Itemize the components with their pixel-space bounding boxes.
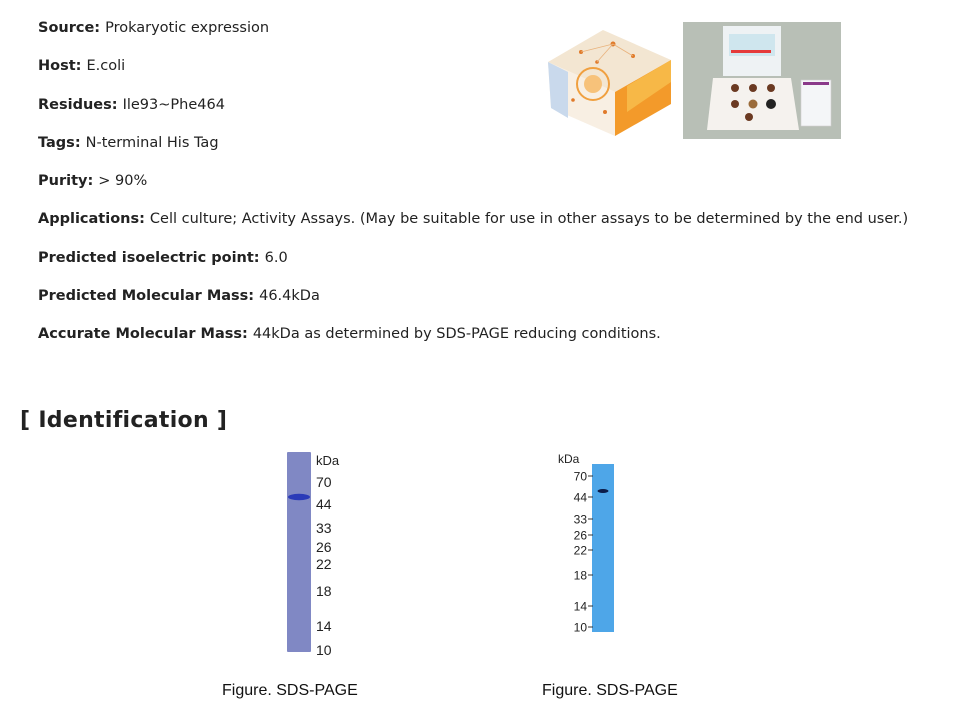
spec-value: Cell culture; Activity Assays. (May be suitable for use in other assays to be determined by the end user.) [149, 211, 909, 228]
spec-purity [38, 170, 938, 208]
spec-value: 46.4kDa [259, 288, 320, 305]
marker-label-14: 14 [573, 599, 587, 614]
spec-predicted-mass [38, 285, 938, 323]
marker-label-70: 70 [316, 474, 332, 491]
spec-applications [38, 208, 938, 246]
spec-label: Predicted isoelectric point: [38, 249, 260, 266]
marker-label-10: 10 [573, 620, 587, 635]
protein-band [288, 494, 310, 500]
marker-label-44: 44 [316, 496, 332, 513]
unit-label: kDa [558, 452, 580, 466]
unit-label: kDa [316, 453, 340, 468]
marker-label-70: 70 [573, 469, 587, 484]
figure-caption: Figure. SDS-PAGE [542, 682, 678, 699]
spec-label: Tags: [38, 134, 81, 151]
marker-label-33: 33 [573, 512, 587, 527]
kit-box-image [543, 22, 675, 140]
gel-image-coomassie [245, 447, 360, 662]
marker-label-22: 22 [573, 543, 587, 558]
section-heading: [ Identification ] [20, 408, 228, 433]
protein-band [598, 489, 609, 493]
marker-label-14: 14 [316, 618, 332, 635]
spec-value: > 90% [98, 173, 148, 190]
spec-value: 44kDa as determined by SDS-PAGE reducing conditions. [252, 326, 661, 343]
marker-label-44: 44 [573, 490, 587, 505]
marker-label-33: 33 [316, 520, 332, 537]
spec-accurate-mass [38, 323, 938, 361]
spec-value: N-terminal His Tag [85, 134, 219, 151]
spec-value: Prokaryotic expression [105, 20, 270, 36]
spec-label: Predicted Molecular Mass: [38, 288, 255, 305]
spec-label: Host: [38, 58, 82, 75]
spec-label: Applications: [38, 211, 145, 228]
spec-value: Ile93~Phe464 [122, 96, 225, 113]
gel-image-blot [555, 447, 635, 662]
figure-caption: Figure. SDS-PAGE [222, 682, 358, 699]
marker-label-10: 10 [316, 642, 332, 659]
marker-label-18: 18 [573, 568, 587, 583]
spec-label: Purity: [38, 173, 94, 190]
gel-lane [287, 452, 311, 652]
spec-label: Residues: [38, 96, 118, 113]
marker-label-26: 26 [316, 539, 332, 556]
marker-label-26: 26 [573, 528, 587, 543]
marker-label-22: 22 [316, 556, 332, 573]
spec-label: Accurate Molecular Mass: [38, 326, 248, 343]
spec-label: Source: [38, 20, 101, 36]
spec-isoelectric-point [38, 247, 938, 285]
spec-value: 6.0 [264, 249, 288, 266]
kit-open-image [683, 22, 841, 139]
spec-value: E.coli [86, 58, 126, 75]
marker-label-18: 18 [316, 583, 332, 600]
